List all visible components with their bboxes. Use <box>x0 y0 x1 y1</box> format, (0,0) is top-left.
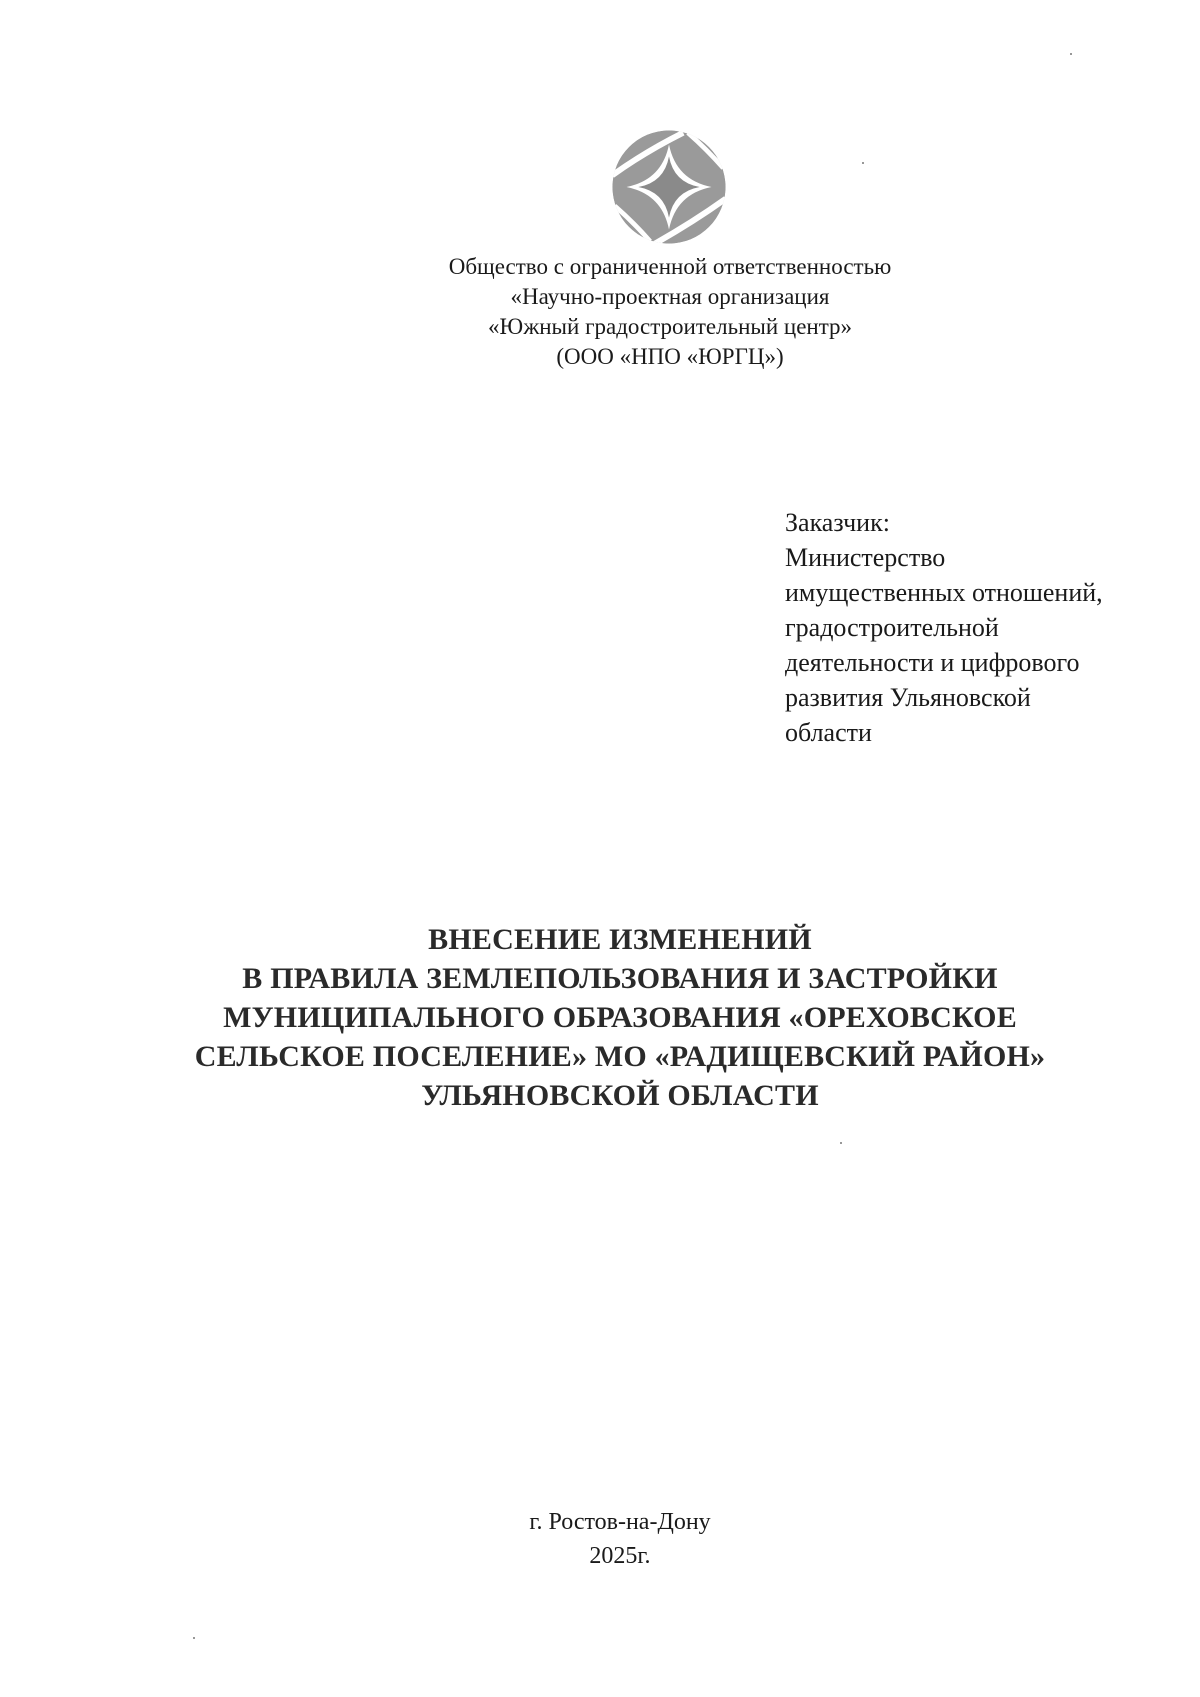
customer-line: градостроительной <box>785 613 999 642</box>
customer-line: области <box>785 718 872 747</box>
organization-line: Общество с ограниченной ответственностью <box>448 254 892 279</box>
customer-line: Министерство <box>785 543 946 572</box>
scan-speck <box>840 1142 842 1144</box>
customer-label: Заказчик: <box>785 508 890 537</box>
footer-block <box>420 1505 820 1573</box>
customer-line: деятельности и цифрового <box>785 648 1080 677</box>
title-line: СЕЛЬСКОЕ ПОСЕЛЕНИЕ» МО «РАДИЩЕВСКИЙ РАЙОН» <box>194 1040 1046 1073</box>
organization-abbreviation: (ООО «НПО «ЮРГЦ») <box>556 344 784 369</box>
footer-year: 2025г. <box>589 1543 651 1569</box>
customer-line: имущественных отношений, <box>785 578 1103 607</box>
customer-line: развития Ульяновской <box>785 683 1031 712</box>
title-line: ВНЕСЕНИЕ ИЗМЕНЕНИЙ <box>428 923 812 956</box>
scan-speck <box>862 162 864 164</box>
customer-block <box>785 505 1185 750</box>
title-line: МУНИЦИПАЛЬНОГО ОБРАЗОВАНИЯ «ОРЕХОВСКОЕ <box>223 1001 1017 1034</box>
company-logo-icon <box>610 128 728 246</box>
title-line: В ПРАВИЛА ЗЕМЛЕПОЛЬЗОВАНИЯ И ЗАСТРОЙКИ <box>242 962 998 995</box>
scan-speck <box>193 1637 195 1639</box>
organization-line: «Научно-проектная организация <box>510 284 830 309</box>
organization-block <box>300 252 1040 372</box>
footer-city: г. Ростов-на-Дону <box>529 1509 711 1535</box>
organization-line: «Южный градостроительный центр» <box>487 314 853 339</box>
document-title <box>170 920 1070 1115</box>
scan-speck <box>1070 53 1072 55</box>
title-line: УЛЬЯНОВСКОЙ ОБЛАСТИ <box>421 1079 819 1112</box>
